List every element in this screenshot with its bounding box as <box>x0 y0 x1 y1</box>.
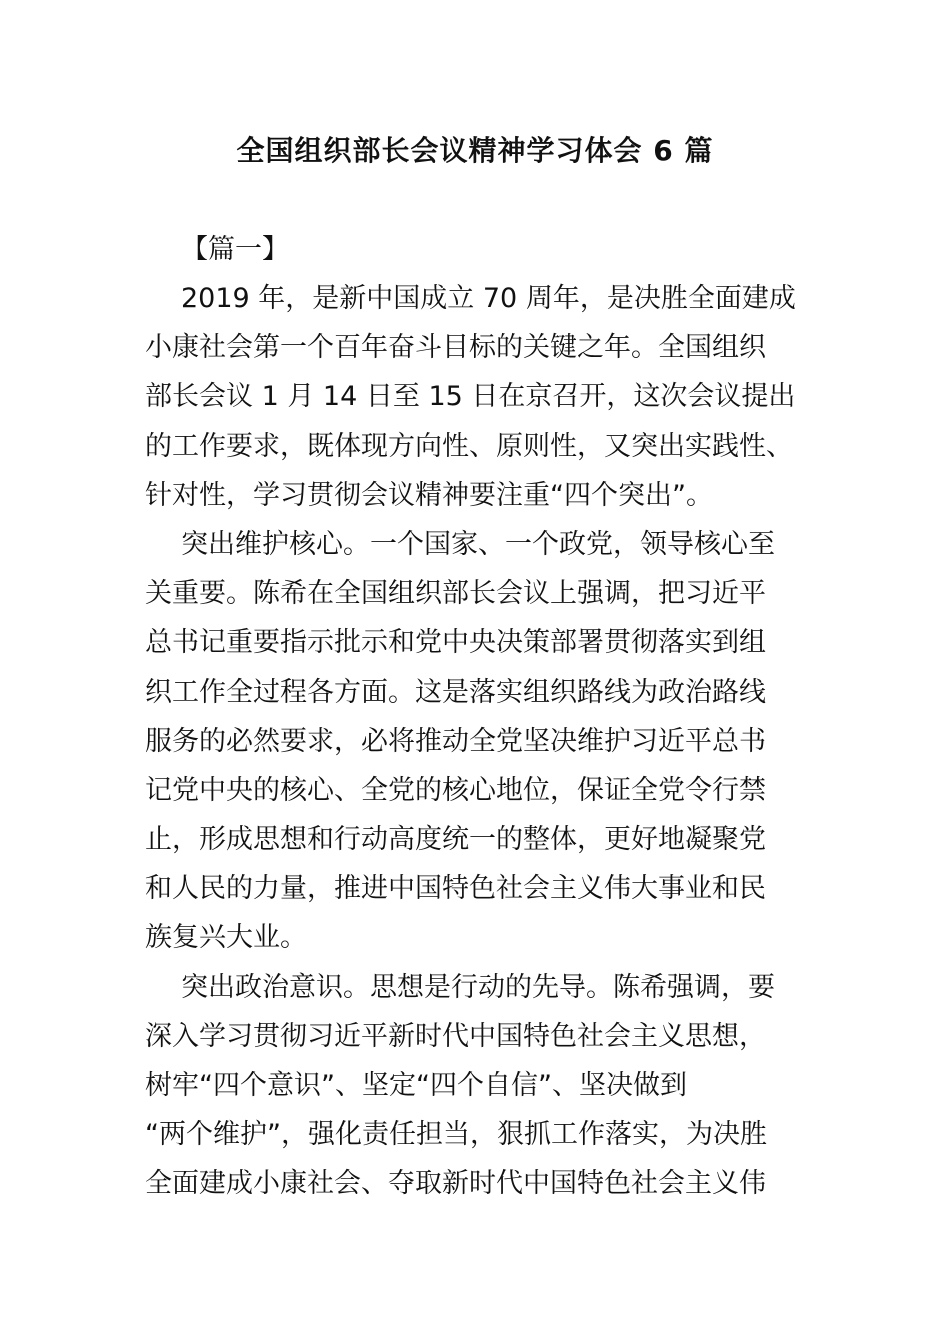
text-line: 突出政治意识。思想是行动的先导。陈希强调，要 <box>181 971 775 1003</box>
text-line: 树牢“四个意识”、坚定“四个自信”、坚决做到 <box>145 1070 687 1101</box>
paragraph-maintain-core <box>145 520 810 963</box>
text-line: 记党中央的核心、全党的核心地位，保证全党令行禁 <box>145 774 766 806</box>
text-line: 针对性，学习贯彻会议精神要注重“四个突出”。 <box>145 479 713 511</box>
text-line: 织工作全过程各方面。这是落实组织路线为政治路线 <box>145 676 766 708</box>
text-line: 部长会议 1 月 14 日至 15 日在京召开，这次会议提出 <box>145 381 796 413</box>
text-line: 族复兴大业。 <box>145 922 307 954</box>
text-line: 全面建成小康社会、夺取新时代中国特色社会主义伟 <box>145 1168 766 1200</box>
document-title: 全国组织部长会议精神学习体会 6 篇 <box>236 134 714 167</box>
text-line: 突出维护核心。一个国家、一个政党，领导核心至 <box>181 528 775 560</box>
text-line: 和人民的力量，推进中国特色社会主义伟大事业和民 <box>145 873 766 905</box>
text-line: 总书记重要指示批示和党中央决策部署贯彻落实到组 <box>145 627 766 659</box>
text-line: 2019 年，是新中国成立 70 周年，是决胜全面建成 <box>181 283 796 314</box>
text-line: “两个维护”，强化责任担当，狠抓工作落实，为决胜 <box>145 1119 767 1151</box>
text-line: 关重要。陈希在全国组织部长会议上强调，把习近平 <box>145 578 766 610</box>
text-line: 止，形成思想和行动高度统一的整体，更好地凝聚党 <box>145 824 766 856</box>
text-line: 的工作要求，既体现方向性、原则性，又突出实践性、 <box>145 430 793 462</box>
document-body <box>145 226 810 1209</box>
text-line: 小康社会第一个百年奋斗目标的关键之年。全国组织 <box>145 332 766 364</box>
section-label: 【篇一】 <box>181 234 289 265</box>
paragraph-political-awareness <box>145 963 810 1209</box>
paragraph-intro <box>145 274 810 520</box>
text-line: 服务的必然要求，必将推动全党坚决维护习近平总书 <box>145 725 766 757</box>
text-line: 深入学习贯彻习近平新时代中国特色社会主义思想， <box>145 1020 766 1052</box>
